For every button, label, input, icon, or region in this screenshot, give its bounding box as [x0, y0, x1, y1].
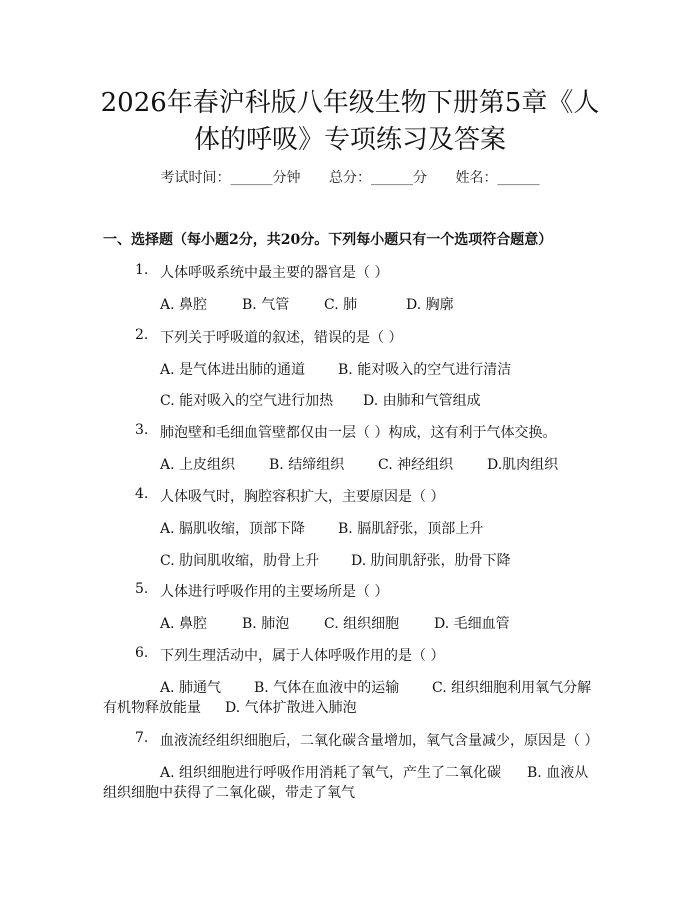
- options-row: [160, 550, 511, 570]
- option: B. 血液从: [527, 765, 589, 781]
- options-row: [160, 390, 481, 410]
- question-text: 下列关于呼吸道的叙述，错误的是（ ）: [160, 330, 403, 346]
- question-number: 7.: [135, 730, 149, 746]
- options-row: [160, 613, 510, 633]
- document-title-line1: 2026年春沪科版八年级生物下册第5章《人: [100, 88, 600, 118]
- question-number: 2.: [135, 327, 149, 343]
- option: 组织细胞中获得了二氧化碳，带走了氧气: [103, 785, 355, 801]
- option: A. 膈肌收缩，顶部下降: [160, 521, 306, 537]
- option: B. 气管: [242, 297, 290, 313]
- option: D. 肋间肌舒张，肋骨下降: [351, 553, 511, 569]
- option: C. 肋间肌收缩，肋骨上升: [160, 553, 320, 569]
- question-text: 人体吸气时，胸腔容积扩大，主要原因是（ ）: [160, 489, 445, 505]
- question-text: 下列生理活动中，属于人体呼吸作用的是（ ）: [160, 648, 445, 664]
- question-text: 人体呼吸系统中最主要的器官是（ ）: [160, 265, 389, 281]
- options-row: [160, 359, 511, 379]
- option: A. 上皮组织: [160, 457, 236, 473]
- option: D. 由肺和气管组成: [363, 393, 481, 409]
- exam-meta: [0, 167, 700, 187]
- option: B. 肺泡: [242, 616, 290, 632]
- options-row: [103, 782, 355, 802]
- question-text: 人体进行呼吸作用的主要场所是（ ）: [160, 584, 389, 600]
- option: B. 膈肌舒张，顶部上升: [338, 521, 484, 537]
- question-number: 3.: [135, 422, 149, 438]
- option: C. 组织细胞: [324, 616, 400, 632]
- options-row: [103, 697, 357, 717]
- option: D. 气体扩散进入肺泡: [225, 700, 357, 716]
- question-text: 血液流经组织细胞后，二氧化碳含量增加，氧气含量减少，原因是（ ）: [160, 733, 599, 749]
- question-text: 肺泡壁和毛细血管壁都仅由一层（ ）构成，这有利于气体交换。: [160, 425, 557, 441]
- document-title-line2: 体的呼吸》专项练习及答案: [193, 125, 506, 155]
- options-row: [160, 677, 591, 697]
- option: D. 毛细血管: [434, 616, 510, 632]
- option: D.肌肉组织: [487, 457, 559, 473]
- question-number: 4.: [135, 486, 149, 502]
- option: C. 神经组织: [378, 457, 454, 473]
- exam-time: 考试时间：______分钟: [160, 170, 301, 186]
- option: B. 结缔组织: [269, 457, 345, 473]
- option: B. 能对吸入的空气进行清洁: [338, 362, 512, 378]
- option: A. 鼻腔: [160, 616, 208, 632]
- exam-name: 姓名：______: [455, 170, 540, 186]
- question-number: 5.: [135, 581, 149, 597]
- option: C. 组织细胞利用氧气分解: [432, 680, 592, 696]
- option: B. 气体在血液中的运输: [254, 680, 400, 696]
- option: C. 肺: [324, 297, 358, 313]
- option: D. 胸廓: [406, 297, 454, 313]
- options-row: [160, 454, 558, 474]
- exam-score: 总分：______分: [329, 170, 427, 186]
- option: A. 鼻腔: [160, 297, 208, 313]
- option: A. 组织细胞进行呼吸作用消耗了氧气，产生了二氧化碳: [160, 765, 502, 781]
- option: C. 能对吸入的空气进行加热: [160, 393, 334, 409]
- question-number: 6.: [135, 645, 149, 661]
- options-row: [160, 762, 588, 782]
- section-title: 一、选择题（每小题2分，共20分。下列每小题只有一个选项符合题意）: [103, 232, 553, 248]
- question-number: 1.: [135, 262, 149, 278]
- options-row: [160, 518, 483, 538]
- options-row: [160, 294, 454, 314]
- option: A. 肺通气: [160, 680, 222, 696]
- option: A. 是气体进出肺的通道: [160, 362, 306, 378]
- option: 有机物释放能量: [103, 700, 201, 716]
